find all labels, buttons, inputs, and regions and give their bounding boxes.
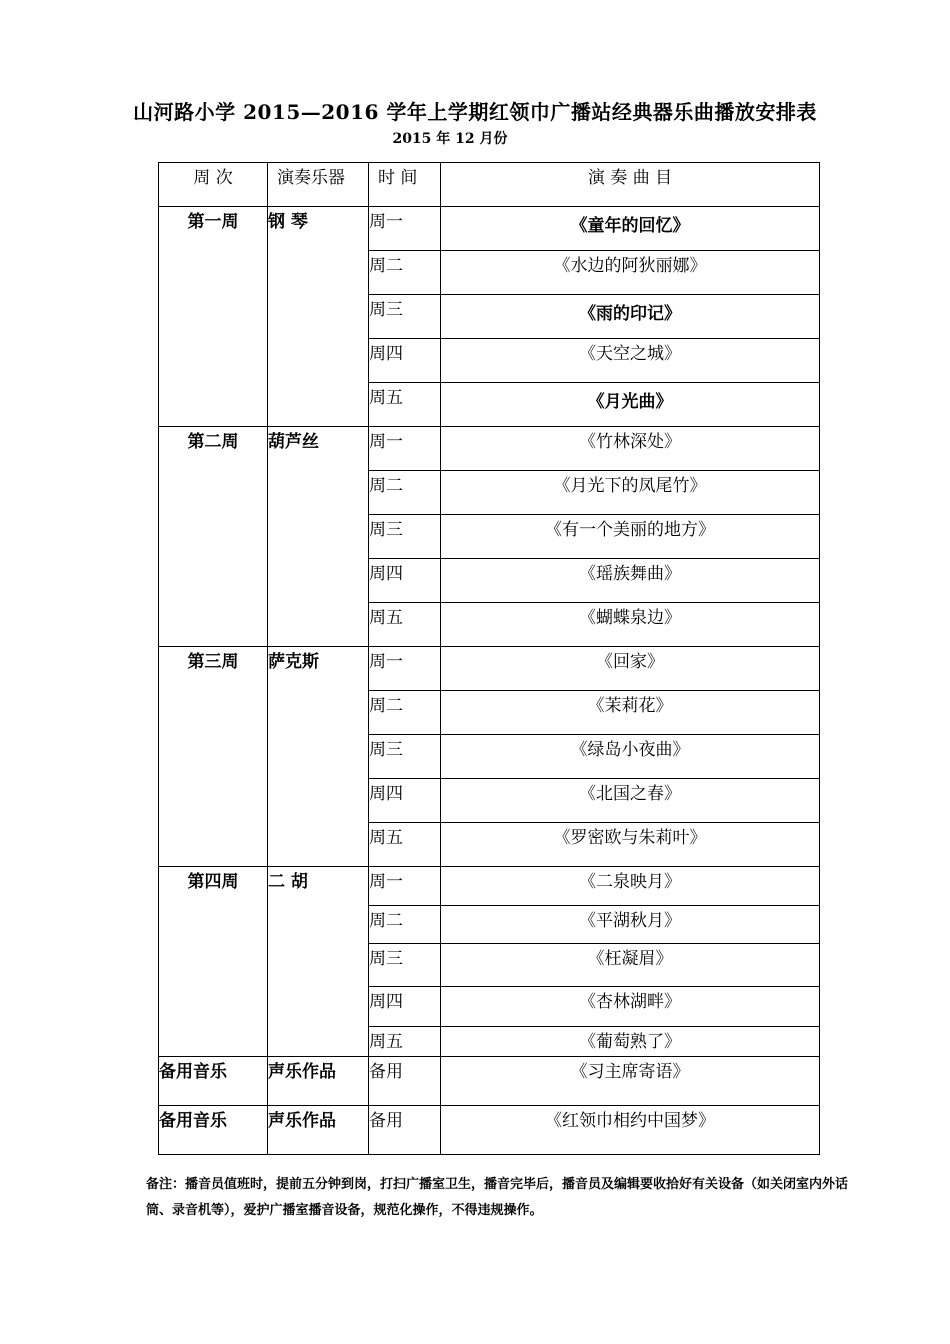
spare-label: 备用音乐	[159, 1106, 268, 1155]
day-cell: 周三	[369, 515, 441, 559]
day-cell: 周一	[369, 647, 441, 691]
day-cell: 周五	[369, 383, 441, 427]
piece-cell: 《有一个美丽的地方》	[441, 515, 820, 559]
piece-cell: 《天空之城》	[441, 339, 820, 383]
day-cell: 周三	[369, 944, 441, 987]
header-piece: 演 奏 曲 目	[441, 163, 820, 207]
day-cell: 周一	[369, 427, 441, 471]
day-cell: 周二	[369, 906, 441, 944]
piece-cell: 《蝴蝶泉边》	[441, 603, 820, 647]
day-cell: 周二	[369, 691, 441, 735]
piece-cell: 《杏林湖畔》	[441, 987, 820, 1027]
day-cell: 周三	[369, 295, 441, 339]
day-cell: 周四	[369, 559, 441, 603]
piece-cell: 《竹林深处》	[441, 427, 820, 471]
day-cell: 周四	[369, 779, 441, 823]
day-cell: 周二	[369, 471, 441, 515]
table-row	[159, 867, 820, 906]
header-week: 周 次	[159, 163, 268, 207]
week-label: 第四周	[159, 867, 268, 1057]
instrument-label: 萨克斯	[268, 647, 369, 867]
piece-cell: 《葡萄熟了》	[441, 1027, 820, 1057]
header-time: 时 间	[369, 163, 441, 207]
page-subtitle: 2015 年 12 月份	[392, 131, 508, 147]
piece-cell: 《月光曲》	[441, 383, 820, 427]
day-cell: 周二	[369, 251, 441, 295]
piece-cell: 《红领巾相约中国梦》	[441, 1106, 820, 1155]
spare-day: 备用	[369, 1106, 441, 1155]
day-cell: 周五	[369, 603, 441, 647]
header-instrument: 演奏乐器	[268, 163, 369, 207]
week-label: 第三周	[159, 647, 268, 867]
instrument-label: 钢 琴	[268, 207, 369, 427]
day-cell: 周五	[369, 1027, 441, 1057]
day-cell: 周一	[369, 867, 441, 906]
day-cell: 周四	[369, 339, 441, 383]
footnote: 备注：播音员值班时，提前五分钟到岗，打扫广播室卫生，播音完毕后，播音员及编辑要收拾好有关设备（如关闭室内外话筒、录音机等），爱护广播室播音设备，规范化操作，不得违规操作。	[146, 1177, 849, 1218]
spare-instrument: 声乐作品	[268, 1106, 369, 1155]
instrument-label: 二 胡	[268, 867, 369, 1057]
piece-cell: 《北国之春》	[441, 779, 820, 823]
piece-cell: 《月光下的凤尾竹》	[441, 471, 820, 515]
piece-cell: 《习主席寄语》	[441, 1057, 820, 1106]
table-row	[159, 647, 820, 691]
piece-cell: 《水边的阿狄丽娜》	[441, 251, 820, 295]
table-header-row	[159, 163, 820, 207]
day-cell: 周一	[369, 207, 441, 251]
piece-cell: 《雨的印记》	[441, 295, 820, 339]
spare-day: 备用	[369, 1057, 441, 1106]
spare-instrument: 声乐作品	[268, 1057, 369, 1106]
day-cell: 周三	[369, 735, 441, 779]
table-row	[159, 1106, 820, 1155]
piece-cell: 《平湖秋月》	[441, 906, 820, 944]
table-row	[159, 1057, 820, 1106]
piece-cell: 《枉凝眉》	[441, 944, 820, 987]
piece-cell: 《瑶族舞曲》	[441, 559, 820, 603]
page-title: 山河路小学 2015—2016 学年上学期红领巾广播站经典器乐曲播放安排表	[133, 100, 817, 124]
week-label: 第二周	[159, 427, 268, 647]
piece-cell: 《童年的回忆》	[441, 207, 820, 251]
piece-cell: 《回家》	[441, 647, 820, 691]
piece-cell: 《绿岛小夜曲》	[441, 735, 820, 779]
week-label: 第一周	[159, 207, 268, 427]
spare-label: 备用音乐	[159, 1057, 268, 1106]
day-cell: 周五	[369, 823, 441, 867]
piece-cell: 《二泉映月》	[441, 867, 820, 906]
day-cell: 周四	[369, 987, 441, 1027]
table-row	[159, 427, 820, 471]
table-row	[159, 207, 820, 251]
piece-cell: 《茉莉花》	[441, 691, 820, 735]
piece-cell: 《罗密欧与朱莉叶》	[441, 823, 820, 867]
instrument-label: 葫芦丝	[268, 427, 369, 647]
schedule-table	[158, 162, 820, 1155]
